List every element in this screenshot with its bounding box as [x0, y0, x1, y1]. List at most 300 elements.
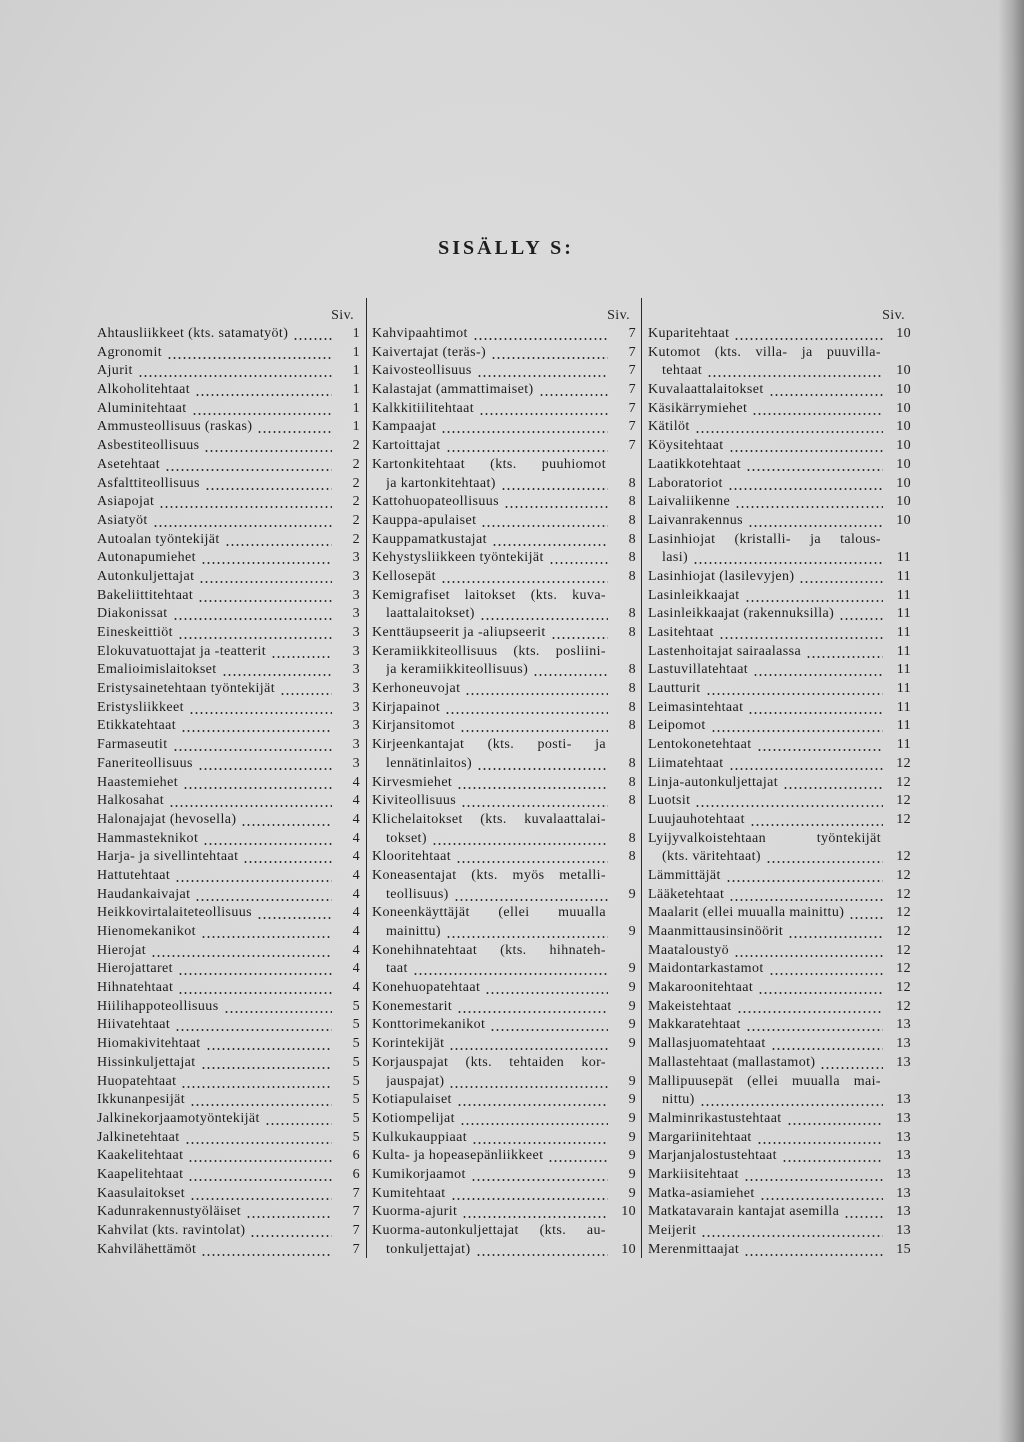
dot-leader	[729, 437, 883, 456]
page-number: 12	[896, 793, 911, 809]
entry-text: Haudankaivajat	[97, 886, 191, 902]
toc-entry	[648, 979, 911, 998]
page-number: 8	[628, 755, 636, 771]
entry-text: Kenttäupseerit ja -aliupseerit	[372, 625, 546, 640]
entry-text: Kaasulaitokset	[97, 1185, 186, 1201]
entry-line	[97, 661, 360, 680]
dot-leader	[190, 1185, 332, 1204]
entry-line	[97, 699, 360, 718]
page-number: 5	[352, 1073, 360, 1089]
entry-line	[372, 362, 636, 381]
entry-text: Jalkinekorjaamotyöntekijät	[97, 1110, 260, 1126]
dot-leader	[480, 605, 608, 624]
entry-line-continuation	[372, 605, 636, 624]
entry-text: Korintekijät	[372, 1036, 445, 1052]
entry-text: Lasinhiojat (lasilevyjen)	[648, 568, 795, 584]
dot-leader	[806, 643, 883, 662]
page-column-header: Siv.	[882, 308, 905, 323]
toc-entry	[648, 1073, 911, 1110]
page-number: 11	[896, 550, 911, 566]
page-number: 9	[628, 1129, 636, 1145]
page-number: 8	[628, 550, 636, 566]
entry-text: Konehuopatehtaat	[372, 980, 481, 996]
entry-text: Malminrikastustehtaat	[648, 1110, 782, 1126]
entry-text: Hissinkuljettajat	[97, 1054, 196, 1070]
dot-leader	[167, 344, 332, 363]
page-number: 8	[628, 512, 636, 528]
page-number: 7	[352, 1223, 360, 1238]
page-number: 3	[352, 755, 360, 771]
toc-entry	[372, 811, 636, 848]
page-number: 3	[352, 737, 360, 753]
page-number: 3	[352, 625, 360, 640]
toc-entry	[372, 643, 636, 680]
entry-line	[372, 1016, 636, 1035]
dot-leader	[225, 531, 332, 550]
toc-entry	[97, 792, 360, 811]
toc-entry	[97, 1110, 360, 1129]
entry-text: ja keramiikkiteollisuus)	[386, 662, 529, 678]
toc-entry	[97, 904, 360, 923]
dot-leader	[839, 605, 883, 624]
page-number: 8	[628, 531, 636, 547]
dot-leader	[201, 923, 332, 942]
entry-line	[372, 344, 636, 363]
dot-leader	[799, 568, 883, 587]
entry-text: Lastenhoitajat sairaalassa	[648, 643, 802, 659]
toc-entry	[97, 418, 360, 437]
page-number: 13	[896, 1054, 911, 1070]
toc-entry-list	[97, 325, 360, 1259]
page-number: 3	[352, 662, 360, 678]
page-number: 6	[352, 1166, 360, 1182]
toc-entry	[372, 792, 636, 811]
page-number: 10	[896, 438, 911, 454]
entry-line	[648, 643, 911, 662]
entry-line	[648, 774, 911, 793]
page-number: 3	[352, 568, 360, 584]
page-number: 7	[352, 1241, 360, 1257]
dot-leader	[165, 456, 332, 475]
dot-leader	[734, 325, 883, 344]
entry-line	[372, 774, 636, 793]
entry-text: Hihnatehtaat	[97, 980, 174, 996]
entry-text: Asetehtaat	[97, 456, 161, 472]
dot-leader	[457, 1091, 608, 1110]
dot-leader	[695, 792, 883, 811]
page-number: 8	[628, 475, 636, 491]
toc-entry	[372, 904, 636, 941]
toc-entry	[372, 531, 636, 550]
entry-text: Lasinleikkaajat (rakennuksilla)	[648, 606, 835, 622]
dot-leader	[195, 381, 332, 400]
entry-line	[97, 643, 360, 662]
dot-leader	[472, 1129, 608, 1148]
entry-line	[372, 1222, 636, 1241]
entry-text: lasi)	[662, 550, 689, 566]
entry-text: Kaivosteollisuus	[372, 363, 472, 379]
page-number: 2	[352, 456, 360, 472]
dot-leader	[758, 979, 883, 998]
entry-text: Luujauhotehtaat	[648, 811, 745, 827]
entry-text: Etikkatehtaat	[97, 718, 177, 734]
entry-line	[97, 904, 360, 923]
entry-line	[648, 699, 911, 718]
page-number: 12	[896, 998, 911, 1014]
dot-leader	[481, 512, 608, 531]
page-number: 7	[352, 1204, 360, 1220]
entry-text: Harja- ja sivellintehtaat	[97, 849, 239, 865]
page-number: 4	[352, 886, 360, 902]
dot-leader	[737, 998, 883, 1017]
entry-line	[97, 1203, 360, 1222]
toc-entry	[372, 549, 636, 568]
entry-line	[97, 1091, 360, 1110]
entry-line	[372, 493, 636, 512]
dot-leader	[757, 1129, 883, 1148]
entry-text: nittu)	[662, 1092, 695, 1108]
toc-entry	[648, 587, 911, 606]
entry-line	[372, 1203, 636, 1222]
entry-text: Konehihnatehtaat (kts. hihnateh-	[372, 942, 606, 958]
entry-text: Klichelaitokset (kts. kuvalaattalai-	[372, 811, 606, 827]
entry-line	[372, 418, 636, 437]
toc-entry	[648, 680, 911, 699]
entry-line	[372, 549, 636, 568]
toc-entry	[97, 643, 360, 662]
page-number: 13	[896, 1185, 911, 1201]
entry-line	[372, 1110, 636, 1129]
entry-line	[97, 1147, 360, 1166]
entry-text: ja kartonkitehtaat)	[386, 475, 496, 491]
page-number: 9	[628, 924, 636, 939]
entry-text: Kadunrakennustyöläiset	[97, 1204, 242, 1220]
entry-text: Autonkuljettajat	[97, 568, 195, 584]
entry-line	[648, 512, 911, 531]
entry-line	[97, 848, 360, 867]
page-number: 8	[628, 793, 636, 809]
toc-entry	[97, 493, 360, 512]
entry-text: Hierojat	[97, 942, 147, 958]
page-number: 13	[896, 1148, 911, 1164]
entry-line	[372, 1166, 636, 1185]
toc-entry	[648, 456, 911, 475]
toc-entry	[97, 437, 360, 456]
entry-line	[97, 1129, 360, 1148]
page-number: 13	[896, 1129, 911, 1145]
page-number: 5	[352, 1017, 360, 1033]
entry-line	[97, 512, 360, 531]
entry-text: Hienomekanikot	[97, 924, 196, 939]
dot-leader	[766, 848, 883, 867]
page-number: 12	[896, 942, 911, 958]
dot-leader	[449, 1035, 608, 1054]
toc-entry	[372, 587, 636, 624]
toc-entry	[372, 1222, 636, 1259]
dot-leader	[501, 475, 608, 494]
entry-line	[372, 1129, 636, 1148]
toc-entry	[372, 512, 636, 531]
dot-leader	[181, 717, 332, 736]
entry-text: Faneriteollisuus	[97, 755, 193, 771]
toc-entry	[648, 942, 911, 961]
entry-line	[648, 904, 911, 923]
entry-text: tehtaat	[662, 363, 703, 379]
entry-line	[648, 998, 911, 1017]
page-number: 9	[628, 1017, 636, 1033]
entry-text: Matkatavarain kantajat asemilla	[648, 1204, 840, 1220]
dot-leader	[293, 325, 332, 344]
entry-line	[648, 456, 911, 475]
dot-leader	[222, 661, 332, 680]
toc-entry	[648, 605, 911, 624]
toc-entry	[97, 699, 360, 718]
entry-text: Makaroonitehtaat	[648, 980, 754, 996]
entry-line	[97, 1016, 360, 1035]
dot-leader	[711, 717, 883, 736]
entry-text: Lasinleikkaajat	[648, 587, 740, 603]
dot-leader	[173, 605, 332, 624]
dot-leader	[744, 1166, 883, 1185]
entry-line	[648, 923, 911, 942]
page-number: 5	[352, 998, 360, 1014]
toc-entry	[372, 717, 636, 736]
entry-line	[648, 979, 911, 998]
entry-text: teollisuus)	[386, 886, 449, 902]
toc-entry	[648, 736, 911, 755]
entry-line	[97, 960, 360, 979]
dot-leader	[744, 1241, 883, 1260]
entry-line	[648, 1129, 911, 1148]
entry-text: Hattutehtaat	[97, 867, 171, 883]
dot-leader	[441, 568, 608, 587]
page-column-header: Siv.	[607, 308, 630, 323]
entry-line	[97, 867, 360, 886]
page-number: 12	[896, 849, 911, 865]
toc-entry	[372, 381, 636, 400]
entry-text: Kuvalaattalaitokset	[648, 382, 764, 398]
page-number: 4	[352, 905, 360, 921]
entry-text: Elokuvatuottajat ja -teatterit	[97, 643, 267, 659]
page-number: 10	[621, 1204, 636, 1220]
column-divider	[366, 298, 367, 1258]
toc-entry	[97, 867, 360, 886]
dot-leader	[151, 942, 332, 961]
entry-line-continuation	[372, 960, 636, 979]
entry-text: Marjanjalostustehtaat	[648, 1148, 777, 1164]
toc-entry	[372, 1129, 636, 1148]
dot-leader	[169, 792, 332, 811]
entry-line-continuation	[372, 755, 636, 774]
dot-leader	[726, 867, 883, 886]
entry-text: Kahvilat (kts. ravintolat)	[97, 1223, 246, 1238]
toc-entry	[97, 680, 360, 699]
dot-leader	[250, 1222, 332, 1241]
toc-entry	[372, 493, 636, 512]
entry-line	[97, 624, 360, 643]
entry-line-continuation	[372, 923, 636, 942]
entry-line	[372, 792, 636, 811]
dot-leader	[701, 1222, 883, 1241]
entry-text: Kirjansitomot	[372, 718, 455, 734]
entry-line	[372, 568, 636, 587]
page-number: 9	[628, 1185, 636, 1201]
toc-entry	[97, 942, 360, 961]
page-number: 4	[352, 980, 360, 996]
entry-text: Margariinitehtaat	[648, 1129, 752, 1145]
entry-line	[97, 792, 360, 811]
toc-column-1	[97, 306, 360, 1259]
dot-leader	[199, 568, 332, 587]
toc-entry	[372, 1147, 636, 1166]
entry-text: Leimasintehtaat	[648, 699, 744, 715]
entry-line	[648, 755, 911, 774]
entry-line	[97, 587, 360, 606]
page-number: 13	[896, 1223, 911, 1238]
entry-line	[97, 1035, 360, 1054]
page-number: 10	[896, 456, 911, 472]
dot-leader	[188, 1147, 332, 1166]
dot-leader	[457, 774, 608, 793]
toc-entry	[97, 886, 360, 905]
toc-entry	[648, 792, 911, 811]
dot-leader	[178, 624, 332, 643]
toc-entry	[648, 531, 911, 568]
page-title: SISÄLLY S:	[438, 237, 574, 259]
toc-entry	[372, 867, 636, 904]
dot-leader	[782, 1147, 883, 1166]
dot-leader	[456, 848, 608, 867]
page-number: 11	[896, 625, 911, 640]
toc-entry	[97, 344, 360, 363]
dot-leader	[280, 680, 332, 699]
toc-entry	[97, 605, 360, 624]
entry-text: Aluminitehtaat	[97, 400, 187, 416]
entry-line	[648, 736, 911, 755]
entry-text: Eristysainetehtaan työntekijät	[97, 681, 276, 697]
entry-line	[648, 587, 911, 606]
entry-text: Maanmittausinsinöörit	[648, 924, 784, 939]
page-number: 7	[628, 419, 636, 435]
entry-text: Bakeliittitehtaat	[97, 587, 194, 603]
toc-entry	[648, 1110, 911, 1129]
page-number: 1	[352, 419, 360, 435]
page-number: 15	[896, 1241, 911, 1257]
page-number: 3	[352, 681, 360, 697]
entry-line	[648, 867, 911, 886]
page-number: 9	[628, 886, 636, 902]
entry-line	[648, 344, 911, 363]
entry-line-continuation	[372, 1241, 636, 1260]
dot-leader	[783, 774, 883, 793]
dot-leader	[198, 755, 332, 774]
toc-entry	[97, 400, 360, 419]
page-number: 6	[352, 1148, 360, 1164]
dot-leader	[153, 512, 332, 531]
entry-line	[648, 1185, 911, 1204]
page-number: 13	[896, 1110, 911, 1126]
dot-leader	[446, 923, 608, 942]
toc-entry	[372, 942, 636, 979]
entry-line	[97, 886, 360, 905]
page-number: 3	[352, 587, 360, 603]
dot-leader	[195, 886, 332, 905]
dot-leader	[188, 1166, 332, 1185]
toc-entry	[648, 643, 911, 662]
toc-entry	[97, 811, 360, 830]
toc-entry	[372, 456, 636, 493]
dot-leader	[185, 1129, 332, 1148]
entry-text: mainittu)	[386, 924, 441, 939]
entry-line	[372, 1091, 636, 1110]
dot-leader	[787, 1110, 883, 1129]
dot-leader	[752, 400, 883, 419]
entry-text: Jalkinetehtaat	[97, 1129, 180, 1145]
dot-leader	[462, 1203, 608, 1222]
page-number: 11	[896, 587, 911, 603]
dot-leader	[491, 344, 608, 363]
entry-text: Korjauspajat (kts. tehtaiden kor-	[372, 1054, 606, 1070]
dot-leader	[451, 1185, 608, 1204]
entry-line	[97, 493, 360, 512]
toc-entry	[372, 624, 636, 643]
entry-line	[372, 587, 636, 606]
dot-leader	[265, 1110, 332, 1129]
dot-leader	[476, 1241, 608, 1260]
page-number: 12	[896, 755, 911, 771]
toc-entry	[97, 1147, 360, 1166]
entry-text: Kuorma-ajurit	[372, 1204, 458, 1220]
page-number: 12	[896, 886, 911, 902]
page-number: 13	[896, 1092, 911, 1108]
page-number: 2	[352, 475, 360, 491]
dot-leader	[457, 998, 608, 1017]
toc-entry	[372, 680, 636, 699]
entry-line	[648, 811, 911, 830]
page-number: 4	[352, 942, 360, 958]
entry-text: Kotiapulaiset	[372, 1092, 452, 1108]
dot-leader	[441, 418, 608, 437]
page-number: 10	[621, 1241, 636, 1257]
page-number: 5	[352, 1129, 360, 1145]
page-number: 12	[896, 961, 911, 977]
toc-entry	[372, 1054, 636, 1091]
dot-leader	[746, 1016, 883, 1035]
toc-entry	[648, 998, 911, 1017]
entry-text: Luotsit	[648, 793, 691, 809]
dot-leader	[246, 1203, 332, 1222]
dot-leader	[471, 1166, 608, 1185]
entry-line	[648, 1054, 911, 1073]
page-number: 7	[628, 326, 636, 341]
toc-column-3	[648, 306, 911, 1259]
page-number: 10	[896, 494, 911, 510]
dot-leader	[734, 942, 883, 961]
entry-text: Kaapelitehtaat	[97, 1166, 184, 1182]
dot-leader	[485, 979, 608, 998]
toc-entry	[97, 381, 360, 400]
toc-entry	[648, 830, 911, 867]
entry-line	[97, 1241, 360, 1260]
dot-leader	[735, 493, 883, 512]
page-number: 1	[352, 363, 360, 379]
page-number: 10	[896, 382, 911, 398]
entry-text: Koneenkäyttäjät (ellei muualla	[372, 905, 606, 921]
entry-line	[648, 1073, 911, 1092]
entry-line	[372, 1147, 636, 1166]
page-number: 3	[352, 718, 360, 734]
toc-entry-list	[372, 325, 636, 1259]
